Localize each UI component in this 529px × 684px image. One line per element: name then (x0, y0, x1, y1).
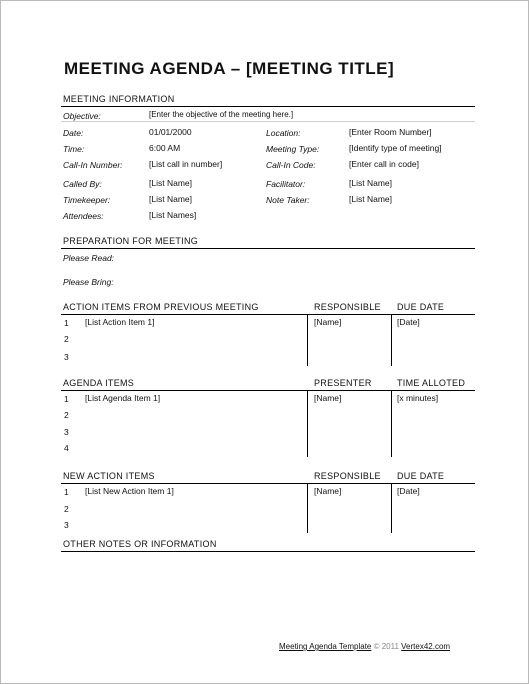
page-title: MEETING AGENDA – [MEETING TITLE] (64, 59, 395, 78)
vertex42-link[interactable]: Vertex42.com (401, 642, 451, 651)
called-by-value[interactable]: [List Name] (149, 178, 192, 188)
column-divider (307, 314, 308, 366)
other-notes-heading: OTHER NOTES OR INFORMATION (63, 539, 217, 549)
meeting-type-value[interactable]: [Identify type of meeting] (349, 143, 442, 153)
objective-underline (61, 121, 475, 122)
section-divider (61, 248, 475, 249)
agenda-items-heading: AGENDA ITEMS (63, 378, 135, 388)
new-action-item-cell[interactable]: [List New Action Item 1] (85, 486, 174, 496)
call-in-number-value[interactable]: [List call in number] (149, 159, 223, 169)
presenter-column-header: PRESENTER (314, 378, 372, 388)
please-read-label: Please Read: (63, 253, 115, 263)
column-divider (391, 314, 392, 366)
template-link[interactable]: Meeting Agenda Template (279, 642, 372, 651)
due-date-column-header: DUE DATE (397, 302, 445, 312)
please-bring-label: Please Bring: (63, 277, 114, 287)
date-label: Date: (63, 128, 84, 138)
timekeeper-value[interactable]: [List Name] (149, 194, 192, 204)
location-label: Location: (266, 128, 301, 138)
section-divider (61, 551, 475, 552)
section-divider (61, 314, 475, 315)
new-action-items-heading: NEW ACTION ITEMS (63, 471, 155, 481)
call-in-code-value[interactable]: [Enter call in code] (349, 159, 419, 169)
responsible-cell[interactable]: [Name] (314, 486, 342, 496)
responsible-column-header: RESPONSIBLE (314, 302, 381, 312)
row-number: 2 (64, 334, 69, 344)
time-alloted-cell[interactable]: [x minutes] (397, 393, 439, 403)
timekeeper-label: Timekeeper: (63, 195, 111, 205)
section-divider (61, 483, 475, 484)
column-divider (391, 483, 392, 533)
row-number: 2 (64, 504, 69, 514)
attendees-value[interactable]: [List Names] (149, 210, 197, 220)
responsible-column-header: RESPONSIBLE (314, 471, 381, 481)
meeting-type-label: Meeting Type: (266, 144, 320, 154)
due-date-column-header: DUE DATE (397, 471, 445, 481)
facilitator-value[interactable]: [List Name] (349, 178, 392, 188)
attendees-label: Attendees: (63, 211, 104, 221)
time-label: Time: (63, 144, 85, 154)
agenda-item-cell[interactable]: [List Agenda Item 1] (85, 393, 161, 403)
responsible-cell[interactable]: [Name] (314, 317, 342, 327)
objective-value[interactable]: [Enter the objective of the meeting here.] (149, 110, 294, 119)
column-divider (307, 483, 308, 533)
presenter-cell[interactable]: [Name] (314, 393, 342, 403)
previous-actions-heading: ACTION ITEMS FROM PREVIOUS MEETING (63, 302, 259, 312)
row-number: 3 (64, 520, 69, 530)
row-number: 1 (64, 318, 69, 328)
facilitator-label: Facilitator: (266, 179, 306, 189)
row-number: 3 (64, 352, 69, 362)
row-number: 1 (64, 487, 69, 497)
note-taker-label: Note Taker: (266, 195, 310, 205)
date-value[interactable]: 01/01/2000 (149, 127, 192, 137)
column-divider (307, 390, 308, 457)
row-number: 4 (64, 443, 69, 453)
section-divider (61, 106, 475, 107)
objective-label: Objective: (63, 111, 101, 121)
action-item-cell[interactable]: [List Action Item 1] (85, 317, 155, 327)
due-date-cell[interactable]: [Date] (397, 486, 420, 496)
time-value[interactable]: 6:00 AM (149, 143, 181, 153)
location-value[interactable]: [Enter Room Number] (349, 127, 432, 137)
meeting-information-heading: MEETING INFORMATION (63, 94, 175, 104)
call-in-number-label: Call-In Number: (63, 160, 123, 170)
row-number: 3 (64, 427, 69, 437)
preparation-heading: PREPARATION FOR MEETING (63, 236, 199, 246)
section-divider (61, 390, 475, 391)
call-in-code-label: Call-In Code: (266, 160, 316, 170)
time-alloted-column-header: TIME ALLOTED (397, 378, 466, 388)
column-divider (391, 390, 392, 457)
copyright-text: © 2011 (371, 642, 402, 651)
row-number: 1 (64, 394, 69, 404)
footer (279, 642, 450, 651)
note-taker-value[interactable]: [List Name] (349, 194, 392, 204)
due-date-cell[interactable]: [Date] (397, 317, 420, 327)
called-by-label: Called By: (63, 179, 102, 189)
row-number: 2 (64, 410, 69, 420)
